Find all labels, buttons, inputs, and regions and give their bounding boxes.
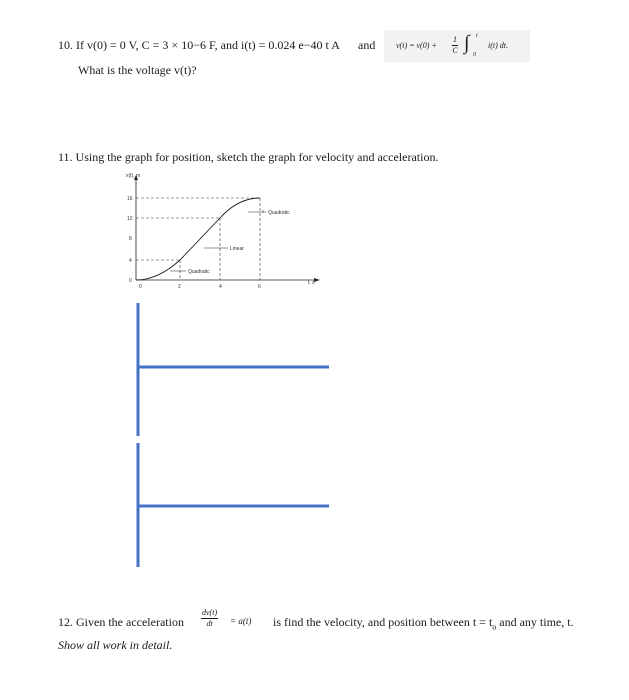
q10-and: and — [358, 38, 376, 52]
x-tick-2: 2 — [178, 284, 181, 290]
q10-prompt — [58, 38, 340, 53]
q12-frac-num: dv(t) — [202, 608, 218, 617]
q12-text-after: is find the velocity, and position between t = t — [273, 615, 493, 629]
x-tick-6: 6 — [258, 284, 261, 290]
y-tick-0: 0 — [129, 278, 132, 284]
y-tick-8: 8 — [129, 236, 132, 242]
guide-lines — [136, 198, 260, 280]
integral-lower: 0 — [473, 52, 476, 58]
formula-frac-den: C — [452, 46, 458, 55]
position-curve — [136, 198, 260, 280]
x-axis-label: t, s — [308, 280, 315, 286]
q10-given: If v(0) = 0 V, C = 3 × 10−6 F, and i(t) = 0.024 e−40 t A — [76, 38, 340, 52]
formula-lhs: v(t) = v(0) + — [396, 41, 437, 50]
formula-integrand: i(t) dt. — [488, 41, 508, 50]
q12-frac-den: dt — [206, 619, 213, 628]
q12-subscript: o — [492, 622, 497, 632]
q10-number: 10. — [58, 38, 73, 52]
q10-formula — [384, 30, 530, 62]
label-quadratic-top: Quadratic — [268, 210, 290, 216]
y-axis-label: x(t), m — [126, 173, 141, 179]
y-tick-4: 4 — [129, 258, 132, 264]
q12-equals: = a(t) — [230, 616, 252, 626]
label-linear: Linear — [230, 246, 244, 252]
q12-prompt-start: 12. Given the acceleration — [58, 615, 184, 629]
position-graph — [118, 170, 328, 295]
label-quadratic-bottom: Quadratic — [188, 269, 210, 275]
q12-prompt-rest — [273, 615, 574, 631]
y-tick-16: 16 — [127, 196, 133, 202]
y-tick-12: 12 — [127, 216, 133, 222]
velocity-sketch-axes[interactable] — [130, 300, 335, 440]
x-tick-0: 0 — [139, 284, 142, 290]
q11-prompt: 11. Using the graph for position, sketch the graph for velocity and acceleration. — [58, 150, 439, 164]
x-tick-4: 4 — [219, 284, 222, 290]
acceleration-sketch-axes[interactable] — [130, 440, 335, 570]
formula-frac-num: 1 — [453, 35, 457, 44]
q12-derivative — [201, 608, 218, 629]
formula-fraction — [452, 35, 458, 56]
integral-sign: ∫ — [464, 32, 470, 54]
x-axis-arrow — [314, 278, 320, 282]
integral-upper: t — [476, 33, 478, 39]
q12-text-end: and any time, t. — [496, 615, 574, 629]
q10-question: What is the voltage v(t)? — [78, 63, 197, 77]
q12-instruction: Show all work in detail. — [58, 638, 173, 652]
